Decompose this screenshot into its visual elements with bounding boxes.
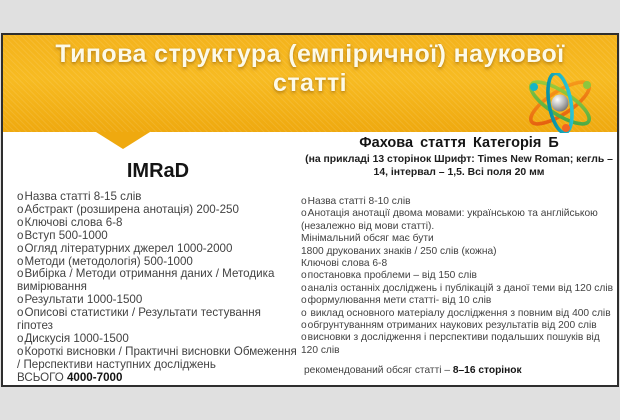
list-item: oОписові статистики / Результати тестування гіпотез	[17, 306, 261, 333]
circle-bullet: o	[301, 282, 307, 294]
list-item: oРезультати 1000-1500	[17, 293, 143, 307]
list-item: oобгрунтуванням отриманих наукових результатів від 200 слів	[301, 320, 597, 332]
slide-title-line1: Типова структура (емпіричної) наукової	[55, 40, 565, 68]
circle-bullet: o	[301, 295, 307, 307]
list-item: oпостановка проблеми – від 150 слів	[301, 270, 477, 282]
list-item: oНазва статті 8-10 слів	[301, 196, 411, 207]
circle-bullet: o	[17, 331, 24, 345]
list-item: oформулювання мети статті- від 10 слів	[301, 295, 492, 307]
list-item: oВибірка / Методи отримання даних / Методика вимірювання	[17, 267, 275, 294]
list-item: oМетоди (методологія) 500-1000	[17, 254, 193, 268]
left-column-imrad	[17, 161, 299, 385]
circle-bullet: o	[17, 254, 24, 268]
circle-bullet: o	[301, 196, 307, 207]
circle-bullet: o	[17, 344, 24, 358]
list-item: ВСЬОГО 4000-7000	[17, 370, 123, 384]
list-item: oДискусія 1000-1500	[17, 331, 129, 345]
list-item: рекомендований обсяг статті – 8–16 сторінок	[304, 365, 522, 377]
circle-bullet: o	[301, 332, 307, 344]
circle-bullet: o	[17, 228, 24, 242]
right-column-fahova	[301, 132, 617, 378]
list-item: oАбстракт (розширена анотація) 200-250	[17, 202, 239, 216]
list-item: oаналіз останніх досліджень і публікацій з даної теми від 120 слів	[301, 282, 614, 294]
list-item: oОгляд літературних джерел 1000-2000	[17, 241, 233, 255]
banner-notch-decoration	[96, 132, 150, 149]
circle-bullet: o	[17, 293, 24, 307]
bold-value: 4000-7000	[66, 370, 123, 384]
circle-bullet: o	[17, 267, 24, 281]
list-item: Ключові слова 6-8	[301, 258, 388, 270]
circle-bullet: o	[17, 190, 24, 203]
right-column-heading: Фахова стаття Категорія Б	[359, 135, 559, 151]
circle-bullet: o	[301, 307, 307, 319]
list-item: o виклад основного матеріалу дослідження з повним від 400 слів	[301, 307, 611, 319]
list-item: 1800 друкованих знаків / 250 слів (кожна)	[301, 245, 497, 257]
right-column-subtitle: (на прикладі 13 сторінок Шрифт: Times New Roman; кегль – 14, інтервал – 1,5. Всі поля 20 мм	[305, 154, 613, 178]
slide-title-line2: статті	[273, 69, 347, 97]
fahova-structure-list	[301, 196, 617, 378]
imrad-structure-list	[17, 191, 299, 385]
list-item: oВступ 500-1000	[17, 228, 108, 242]
list-item: oвисновки з дослідження і перспективи подальших пошуків від 120 слів	[301, 332, 600, 356]
circle-bullet: o	[17, 202, 24, 216]
title-banner	[3, 35, 617, 132]
circle-bullet: o	[17, 215, 24, 229]
list-item: oКлючові слова 6-8	[17, 215, 123, 229]
presentation-slide	[1, 33, 619, 387]
bold-value: 8–16 сторінок	[452, 365, 522, 377]
circle-bullet: o	[17, 241, 24, 255]
circle-bullet: o	[301, 270, 307, 282]
list-item: oКороткі висновки / Практичні висновки Обмеження / Перспективи наступних досліджень	[17, 344, 297, 371]
list-item: oАнотація анотації двома мовами: українською та англійською (незалежно від мови статті).	[301, 208, 598, 232]
circle-bullet: o	[301, 320, 307, 332]
list-item: Мінімальний обсяг має бути	[301, 233, 434, 245]
circle-bullet: o	[17, 306, 24, 320]
left-column-heading: IMRaD	[126, 160, 190, 182]
list-item: oНазва статті 8-15 слів	[17, 190, 142, 203]
atom-icon	[520, 73, 600, 133]
circle-bullet: o	[301, 208, 307, 220]
